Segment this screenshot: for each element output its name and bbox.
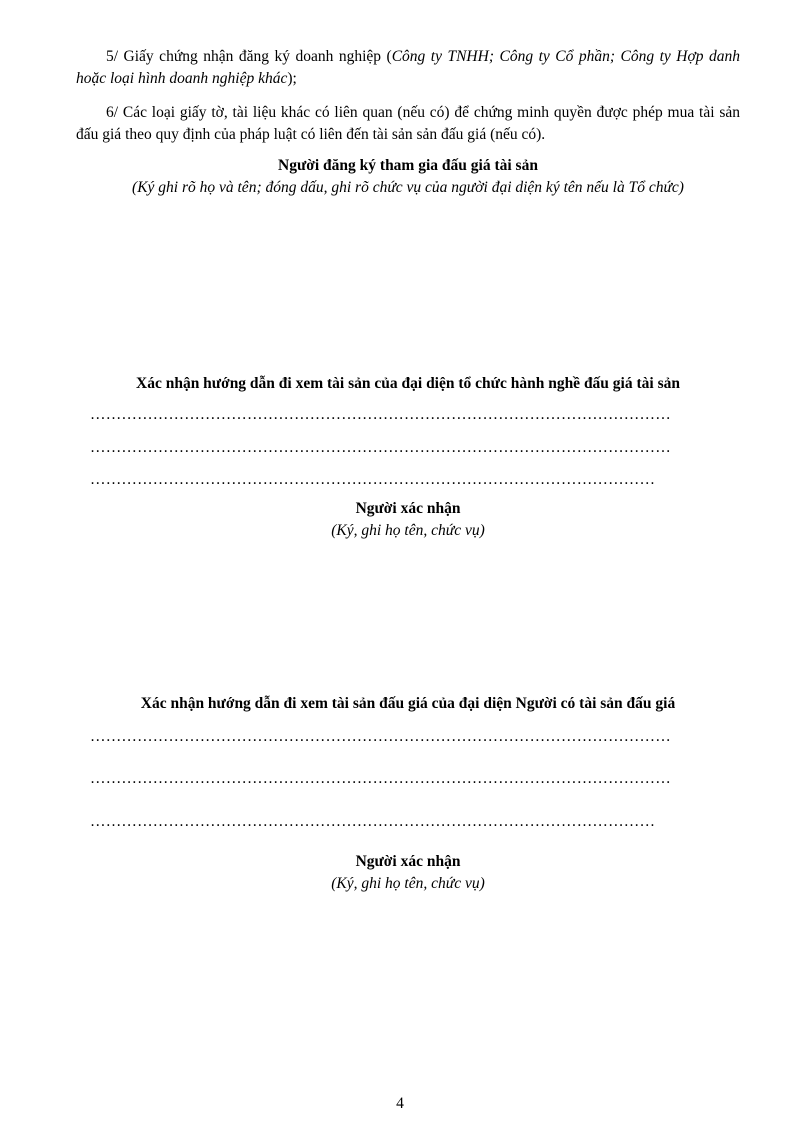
org-confirmation-line-3: ……………………………………………………………………………………………… xyxy=(90,471,656,488)
org-confirmation-heading: Xác nhận hướng dẫn đi xem tài sản của đại diện tổ chức hành nghề đấu giá tài sản xyxy=(136,375,680,392)
owner-confirmation-line-1: ………………………………………………………………………………………………… xyxy=(90,728,671,745)
registrant-signature-note: (Ký ghi rõ họ và tên; đóng dấu, ghi rõ chức vụ của người đại diện ký tên nếu là Tổ chức) xyxy=(132,179,684,196)
owner-confirmation-line-2: ………………………………………………………………………………………………… xyxy=(90,770,671,787)
item-5-suffix: ); xyxy=(287,70,297,87)
page-number: 4 xyxy=(396,1095,404,1112)
registrant-title: Người đăng ký tham gia đấu giá tài sản xyxy=(278,157,538,174)
owner-signer-title: Người xác nhận xyxy=(355,853,461,870)
org-signer-note: (Ký, ghi họ tên, chức vụ) xyxy=(331,522,485,539)
owner-signer-note: (Ký, ghi họ tên, chức vụ) xyxy=(331,875,485,892)
owner-confirmation-heading: Xác nhận hướng dẫn đi xem tài sản đấu giá của đại diện Người có tài sản đấu giá xyxy=(140,695,676,712)
item-5-business-registration xyxy=(76,46,740,90)
org-confirmation-line-2: ………………………………………………………………………………………………… xyxy=(90,439,671,456)
org-signer-title: Người xác nhận xyxy=(355,500,461,517)
owner-confirmation-line-3: ……………………………………………………………………………………………… xyxy=(90,813,656,830)
item-6-other-documents: 6/ Các loại giấy tờ, tài liệu khác có liên quan (nếu có) để chứng minh quyền được phép mua tài sản đấu giá theo quy định của pháp luật có liên đến tài sản sản đấu giá (nếu có). xyxy=(76,104,740,143)
item-5-company-types: Công ty TNHH; Công ty Cổ phần; Công ty Hợp danh hoặc loại hình doanh nghiệp khác xyxy=(76,48,740,87)
org-confirmation-line-1: ………………………………………………………………………………………………… xyxy=(90,406,671,423)
item-5-prefix: 5/ Giấy chứng nhận đăng ký doanh nghiệp ( xyxy=(106,48,392,65)
